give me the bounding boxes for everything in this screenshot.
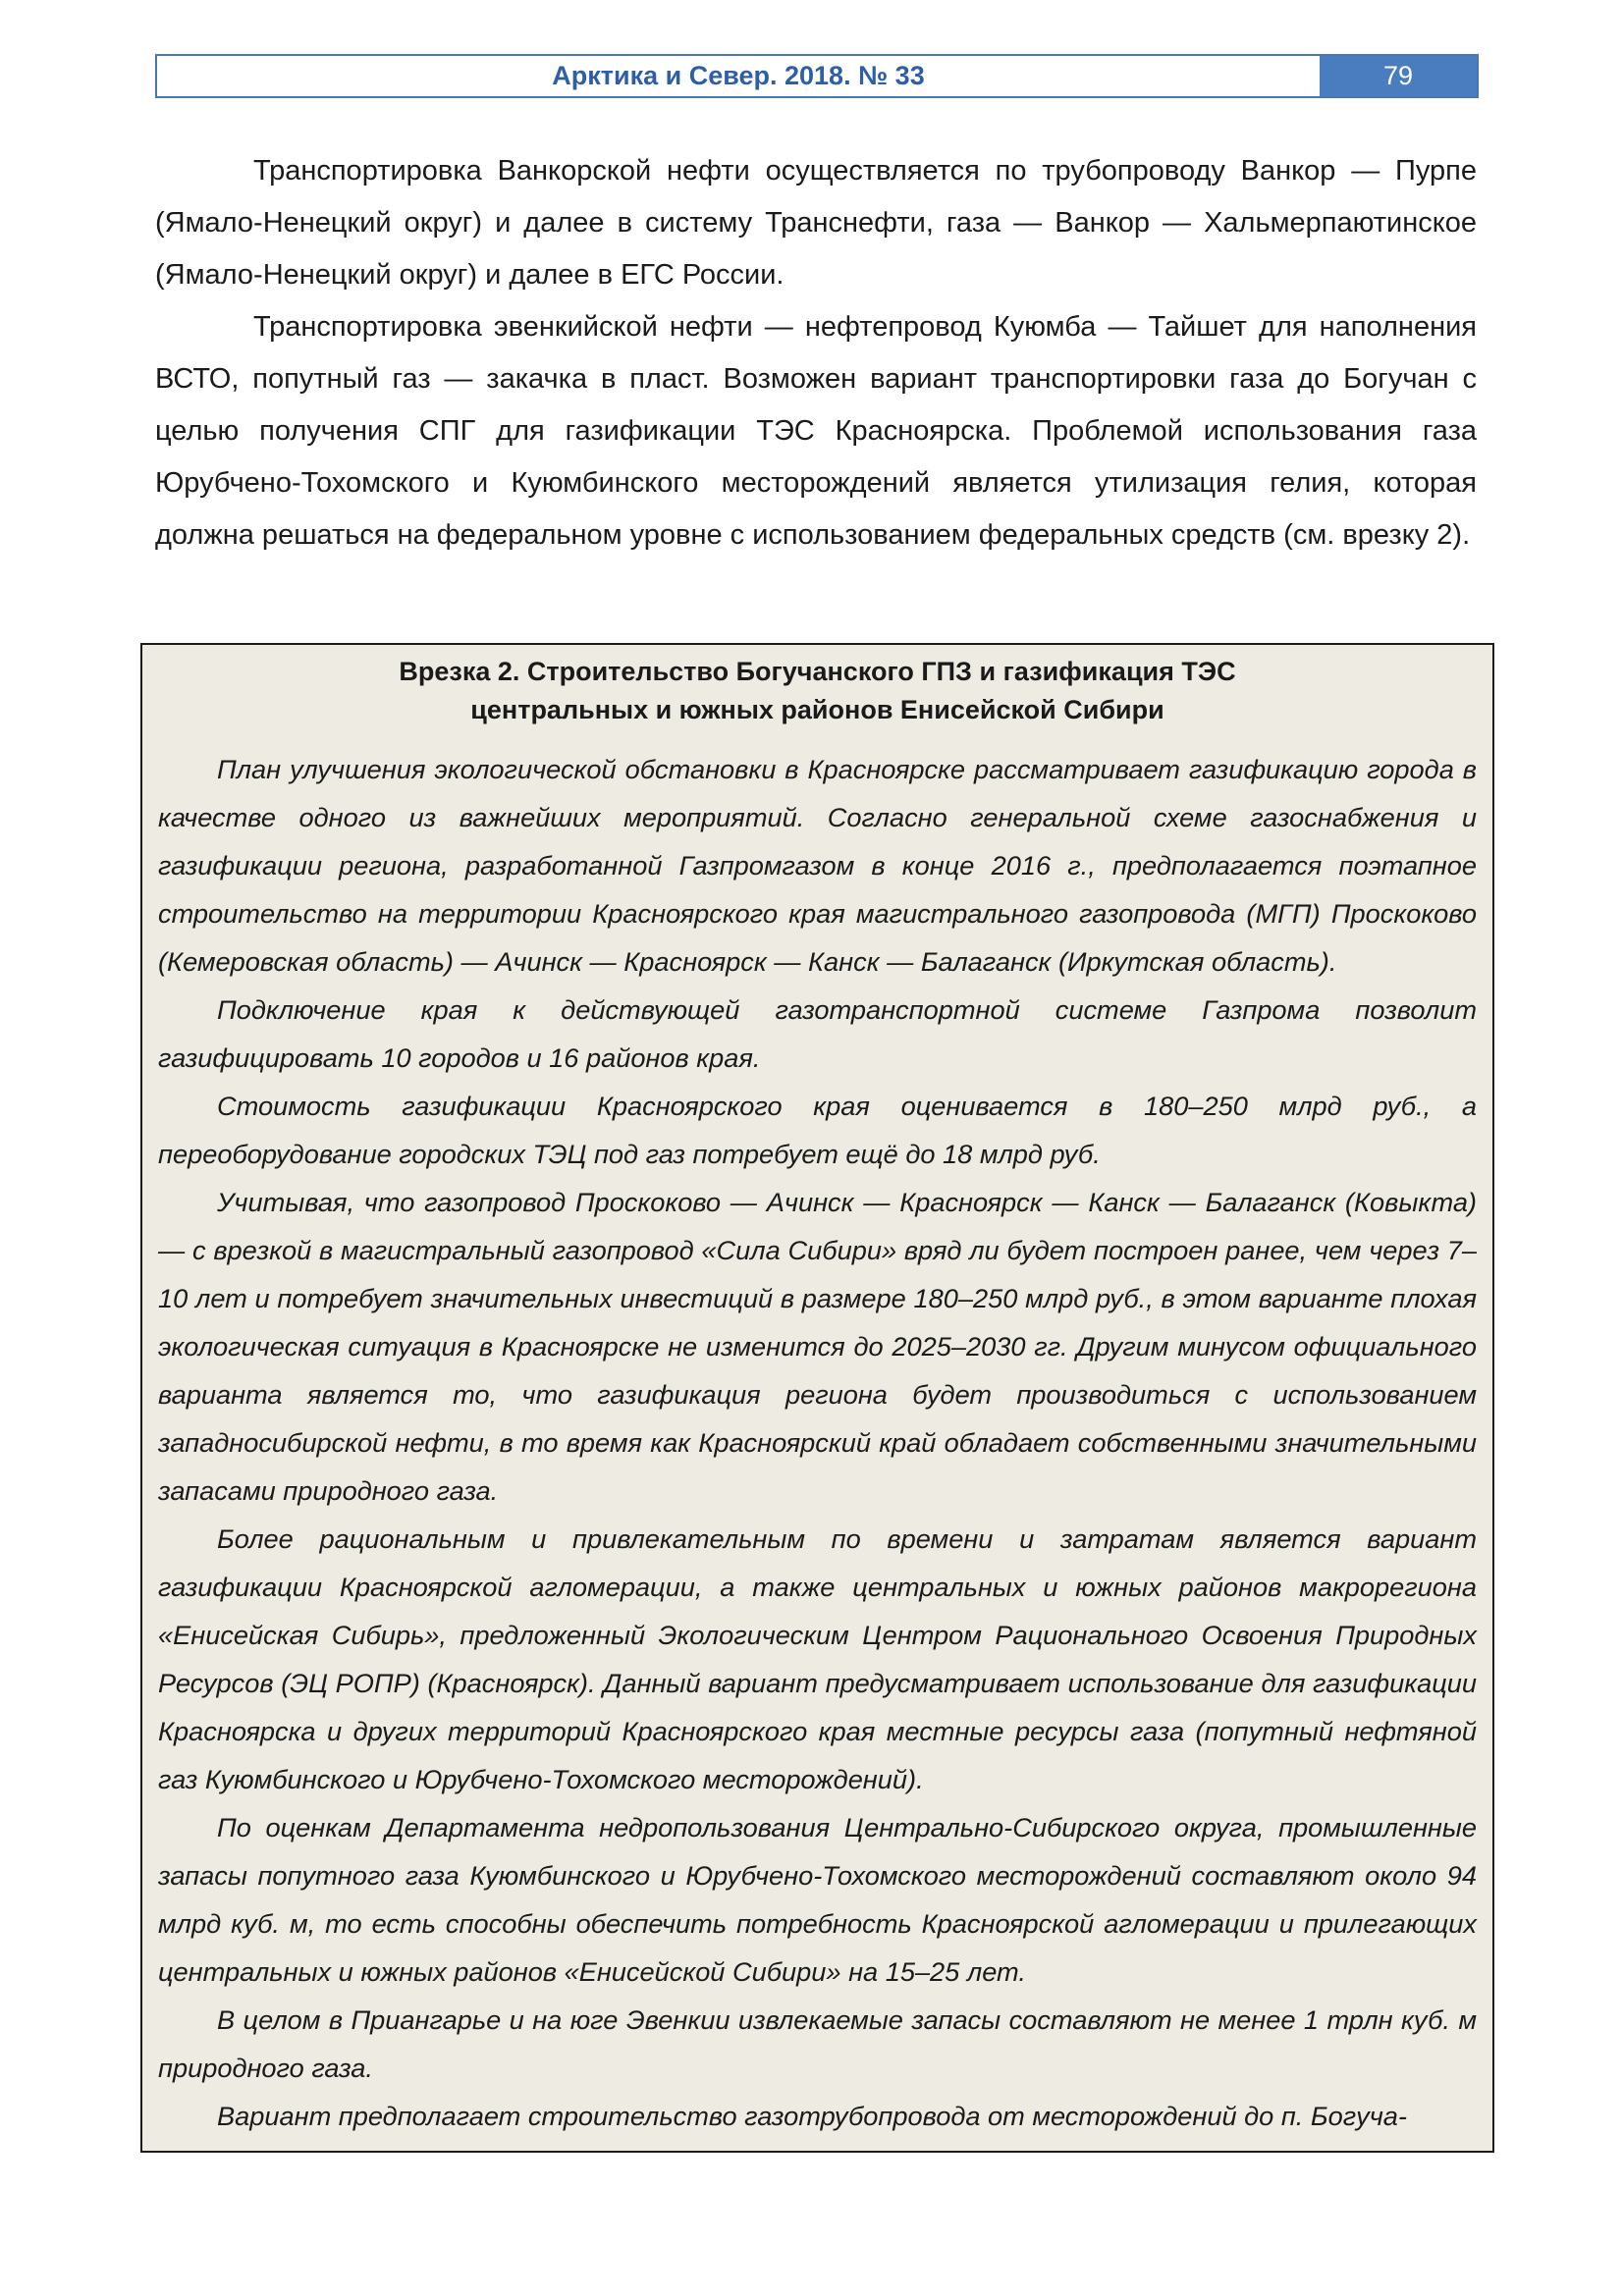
paragraph: Транспортировка Ванкорской нефти осуществляется по трубопроводу Ванкор — Пурпе (Ямало-Ненецкий округ) и далее в систему Транснефти, газа — Ванкор — Хальмерпаютинское (Ямало-Ненецкий округ) и далее в ЕГС России.	[155, 155, 1477, 291]
inset-title-line: центральных и южных районов Енисейской Сибири	[470, 695, 1164, 724]
inset-body	[158, 745, 1477, 2140]
inset-paragraph: Более рациональным и привлекательным по времени и затратам является вариант газификации Красноярской агломерации, а также центральных и южных районов макрорегиона «Енисейская Сибирь», предложенный Экологическим Центром Рационального Освоения Природных Ресурсов (ЭЦ РОПР) (Красноярск). Данный вариант предусматривает использование для газификации Красноярска и других территорий Красноярского края местные ресурсы газа (попутный нефтяной газ Куюмбинского и Юрубчено-Тохомского месторождений).	[158, 1523, 1477, 1794]
inset-paragraph: По оценкам Департамента недропользования Центрально-Сибирского округа, промышленные запасы попутного газа Куюмбинского и Юрубчено-Тохомского месторождений составляют около 94 млрд куб. м, то есть способны обеспечить потребность Красноярской агломерации и прилегающих центральных и южных районов «Енисейской Сибири» на 15–25 лет.	[158, 1812, 1477, 1987]
inset-title	[158, 653, 1477, 729]
page-number: 79	[1320, 56, 1477, 96]
inset-paragraph: Подключение края к действующей газотранспортной системе Газпрома позволит газифицировать 10 городов и 16 районов края.	[158, 994, 1477, 1073]
inset-paragraph: Вариант предполагает строительство газотрубопровода от месторождений до п. Богуча-	[217, 2101, 1407, 2131]
paragraph: Транспортировка эвенкийской нефти — нефтепровод Куюмба — Тайшет для наполнения ВСТО, попутный газ — закачка в пласт. Возможен вариант транспортировки газа до Богучан с целью получения СПГ для газификации ТЭС Красноярска. Проблемой использования газа Юрубчено-Тохомского и Куюмбинского месторождений является утилизация гелия, которая должна решаться на федеральном уровне с использованием федеральных средств (см. врезку 2).	[155, 311, 1477, 551]
inset-paragraph: План улучшения экологической обстановки в Красноярске рассматривает газификацию города в качестве одного из важнейших мероприятий. Согласно генеральной схеме газоснабжения и газификации региона, разработанной Газпромгазом в конце 2016 г., предполагается поэтапное строительство на территории Красноярского края магистрального газопровода (МГП) Проскоково (Кемеровская область) — Ачинск — Красноярск — Канск — Балаганск (Иркутская область).	[158, 754, 1477, 977]
inset-title-line: Врезка 2. Строительство Богучанского ГПЗ и газификация ТЭС	[399, 657, 1236, 686]
main-text	[155, 145, 1477, 561]
inset-paragraph: В целом в Приангарье и на юге Эвенкии извлекаемые запасы составляют не менее 1 трлн куб. м природного газа.	[158, 2004, 1477, 2083]
running-header	[155, 54, 1479, 98]
inset-box	[140, 643, 1494, 2153]
journal-title: Арктика и Север. 2018. № 33	[552, 61, 925, 90]
inset-paragraph: Учитывая, что газопровод Проскоково — Ачинск — Красноярск — Канск — Балаганск (Ковыкта) — с врезкой в магистральный газопровод «Сила Сибири» вряд ли будет построен ранее, чем через 7–10 лет и потребует значительных инвестиций в размере 180–250 млрд руб., в этом варианте плохая экологическая ситуация в Красноярске не изменится до 2025–2030 гг. Другим минусом официального варианта является то, что газификация региона будет производиться с использованием западносибирской нефти, в то время как Красноярский край обладает собственными значительными запасами природного газа.	[158, 1187, 1477, 1506]
inset-paragraph: Стоимость газификации Красноярского края оценивается в 180–250 млрд руб., а переоборудование городских ТЭЦ под газ потребует ещё до 18 млрд руб.	[158, 1091, 1477, 1169]
